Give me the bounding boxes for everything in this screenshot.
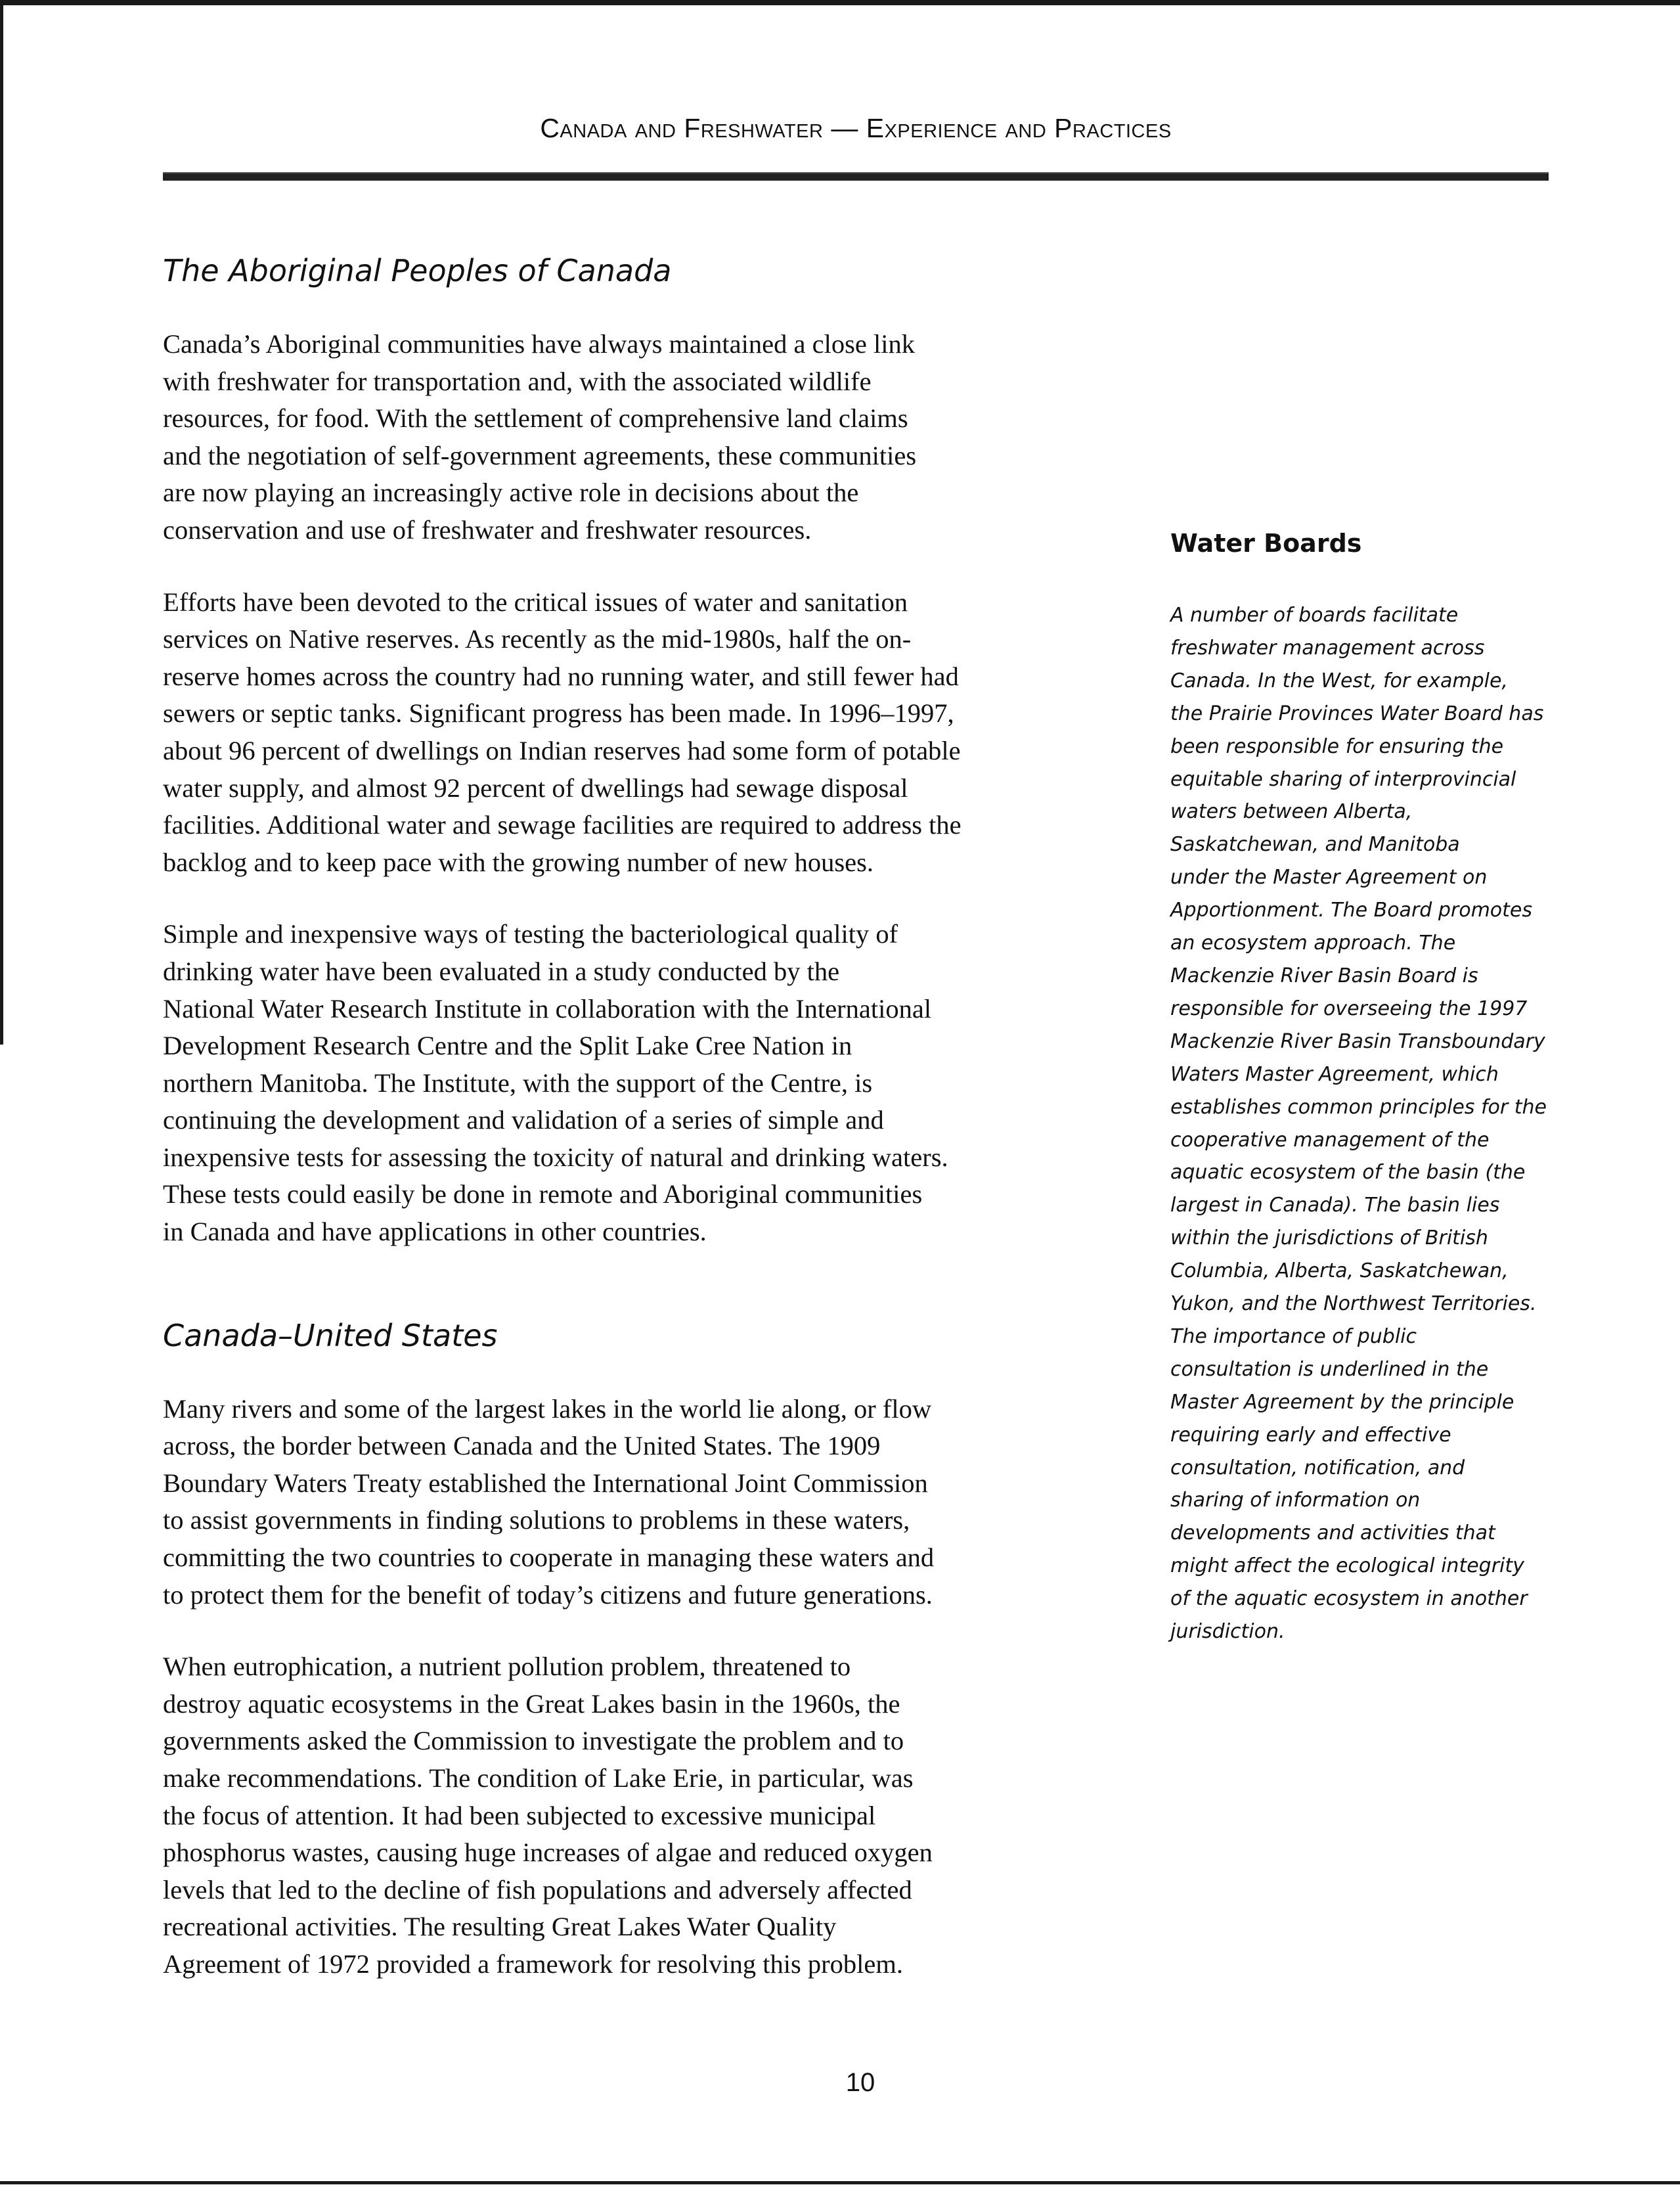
sidebar-water-boards [1170,526,1578,1648]
sidebar-line: jurisdiction. [1170,1620,1285,1644]
paragraph [163,326,1109,549]
text-line: resources, for food. With the settlement of comprehensive land claims [163,403,908,434]
text-line: phosphorus wastes, causing huge increases of algae and reduced oxygen [163,1838,933,1868]
text-line: services on Native reserves. As recently as the mid-1980s, half the on- [163,624,912,654]
sidebar-title: Water Boards [1170,529,1362,558]
sidebar-line: Apportionment. The Board promotes [1170,899,1533,922]
sidebar-line: Yukon, and the Northwest Territories. [1170,1292,1537,1316]
section-canada-us [163,1315,1109,1983]
text-line: northern Manitoba. The Institute, with the support of the Centre, is [163,1068,873,1098]
sidebar-line: cooperative management of the [1170,1128,1490,1152]
text-line: Simple and inexpensive ways of testing the bacteriological quality of [163,919,898,949]
paragraph [163,1648,1109,1983]
sidebar-text [1170,599,1578,1648]
text-line: destroy aquatic ecosystems in the Great Lakes basin in the 1960s, the [163,1688,900,1719]
sidebar-line: the Prairie Provinces Water Board has [1170,702,1544,725]
text-line: across, the border between Canada and the United States. The 1909 [163,1431,881,1461]
sidebar-line: developments and activities that [1170,1522,1495,1545]
text-line: reserve homes across the country had no running water, and still fewer had [163,661,959,691]
left-border-rule [0,0,3,1045]
sidebar-line: The importance of public [1170,1324,1417,1348]
text-line: continuing the development and validation of a series of simple and [163,1105,884,1135]
text-line: make recommendations. The condition of Lake Erie, in particular, was [163,1763,914,1793]
text-line: and the negotiation of self-government agreements, these communities [163,440,917,470]
text-line: water supply, and almost 92 percent of dwellings had sewage disposal [163,773,908,803]
sidebar-line: Master Agreement by the principle [1170,1390,1514,1414]
text-line: governments asked the Commission to investigate the problem and to [163,1726,904,1756]
sidebar-line: Waters Master Agreement, which [1170,1062,1499,1086]
text-line: National Water Research Institute in collaboration with the International [163,993,932,1024]
sidebar-line: requiring early and effective [1170,1423,1451,1447]
text-line: to protect them for the benefit of today’s citizens and future generations. [163,1579,933,1610]
text-line: facilities. Additional water and sewage facilities are required to address the [163,810,962,840]
sidebar-line: equitable sharing of interprovincial [1170,767,1516,791]
sidebar-line: Mackenzie River Basin Board is [1170,964,1478,987]
text-line: inexpensive tests for assessing the toxicity of natural and drinking waters. [163,1142,948,1172]
section-heading: The Aboriginal Peoples of Canada [163,253,672,288]
text-line: Development Research Centre and the Split Lake Cree Nation in [163,1031,852,1061]
text-line: in Canada and have applications in other countries. [163,1217,707,1247]
text-line: levels that led to the decline of fish populations and adversely affected [163,1874,912,1905]
sidebar-line: largest in Canada). The basin lies [1170,1194,1500,1217]
bottom-border-rule [0,2181,1680,2184]
text-line: to assist governments in finding solutions to problems in these waters, [163,1505,910,1535]
sidebar-line: under the Master Agreement on [1170,866,1488,890]
sidebar-line: Saskatchewan, and Manitoba [1170,833,1460,857]
text-line: Efforts have been devoted to the critical issues of water and sanitation [163,587,908,617]
text-line: These tests could easily be done in remote and Aboriginal communities [163,1179,923,1209]
sidebar-line: might affect the ecological integrity [1170,1554,1524,1578]
sidebar-line: aquatic ecosystem of the basin (the [1170,1161,1526,1184]
paragraph [163,1391,1109,1614]
text-line: Many rivers and some of the largest lakes in the world lie along, or flow [163,1393,932,1424]
sidebar-line: sharing of information on [1170,1489,1421,1512]
section-heading: Canada–United States [163,1317,498,1353]
sidebar-line: of the aquatic ecosystem in another [1170,1587,1528,1611]
header-rule [163,172,1549,181]
text-line: Boundary Waters Treaty established the International Joint Commission [163,1468,928,1498]
sidebar-line: responsible for overseeing the 1997 [1170,997,1528,1020]
paragraph [163,916,1109,1250]
sidebar-line: freshwater management across [1170,636,1485,660]
text-line: with freshwater for transportation and, with the associated wildlife [163,366,872,396]
sidebar-line: consultation, notification, and [1170,1456,1465,1479]
text-line: When eutrophication, a nutrient pollution problem, threatened to [163,1652,851,1682]
text-line: backlog and to keep pace with the growing number of new houses. [163,847,873,877]
sidebar-line: Mackenzie River Basin Transboundary [1170,1029,1545,1053]
section-aboriginal [163,250,1109,1251]
text-line: Agreement of 1972 provided a framework for resolving this problem. [163,1949,903,1979]
text-line: sewers or septic tanks. Significant progress has been made. In 1996–1997, [163,698,954,729]
sidebar-line: been responsible for ensuring the [1170,734,1504,758]
sidebar-line: establishes common principles for the [1170,1095,1547,1119]
text-line: Canada’s Aboriginal communities have always maintained a close link [163,329,915,359]
top-border-rule [0,0,1680,5]
text-line: committing the two countries to cooperate in managing these waters and [163,1543,935,1573]
sidebar-line: waters between Alberta, [1170,800,1413,824]
text-line: drinking water have been evaluated in a study conducted by the [163,956,840,986]
sidebar-line: within the jurisdictions of British [1170,1227,1488,1250]
paragraph [163,584,1109,882]
page-number: 10 [845,2068,875,2097]
text-line: conservation and use of freshwater and freshwater resources. [163,514,812,545]
sidebar-line: an ecosystem approach. The [1170,932,1456,955]
sidebar-line: A number of boards facilitate [1170,604,1459,627]
sidebar-line: consultation is underlined in the [1170,1357,1489,1381]
text-line: recreational activities. The resulting Great Lakes Water Quality [163,1912,837,1942]
main-column [163,250,1109,1983]
text-line: are now playing an increasingly active role in decisions about the [163,478,859,508]
sidebar-line: Canada. In the West, for example, [1170,669,1508,692]
text-line: the focus of attention. It had been subjected to excessive municipal [163,1800,876,1830]
running-head: Canada and Freshwater — Experience and Practices [540,113,1172,143]
sidebar-line: Columbia, Alberta, Saskatchewan, [1170,1259,1509,1283]
text-line: about 96 percent of dwellings on Indian reserves had some form of potable [163,735,961,765]
